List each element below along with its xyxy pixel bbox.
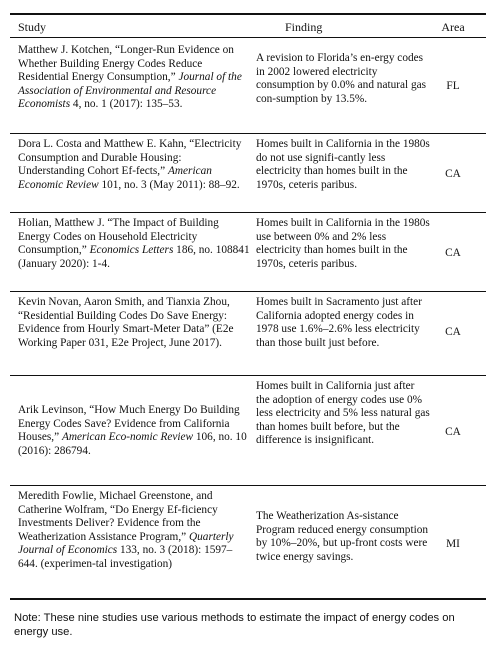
table-top-rule [10, 13, 486, 15]
study-citation: Matthew J. Kotchen, “Longer-Run Evidence on Whether Building Energy Codes Reduce Residential Energy Consumption,” [18, 44, 234, 84]
study-citation: Arik Levinson, “How Much Energy Do Building Energy Codes Save? Evidence from California Houses,” [18, 404, 240, 444]
study-citation-tail: 186, no. 108841 (January 2020): 1-4. [18, 244, 250, 270]
table-bottom-rule [10, 598, 486, 600]
study-cell [18, 138, 250, 192]
journal-name: Economics Letters [89, 244, 174, 257]
study-citation: Dora L. Costa and Matthew E. Kahn, “Electricity Consumption and Durable Housing: Understanding Cohort Ef-fects,” [18, 138, 242, 178]
journal-name: Quarterly Journal of Economics [18, 530, 234, 557]
finding-cell: Homes built in California in the 1980s do not use signifi-cantly less electricity than homes built in the 1970s, ceteris paribus. [256, 138, 430, 191]
study-citation: Meredith Fowlie, Michael Greenstone, and Catherine Wolfram, “Do Energy Ef-ficiency Investments Deliver? Evidence from the Weatherization Assistance Program,” [18, 490, 218, 543]
study-citation-tail: 101, no. 3 (May 2011): 88–92. [98, 178, 240, 191]
study-cell [18, 404, 250, 458]
finding-cell: Homes built in California in the 1980s use between 0% and 2% less electricity than homes built in the 1970s, ceteris paribus. [256, 217, 430, 270]
area-cell: CA [445, 247, 461, 259]
journal-name: Journal of the Association of Environmental and Resource Economists [18, 71, 242, 111]
column-header-finding: Finding [285, 20, 323, 34]
finding-cell: The Weatherization As-sistance Program reduced energy consumption by 10%–20%, but up-front costs were twice energy savings. [256, 510, 429, 563]
finding-cell: Homes built in California just after the adoption of energy codes use 0% less electricity and 5% less natural gas than homes built before, but the difference is insignificant. [256, 380, 430, 447]
area-cell: FL [446, 80, 460, 92]
journal-name: American Eco-nomic Review [61, 431, 194, 444]
study-citation: Holian, Matthew J. “The Impact of Building Energy Codes on Household Electricity Consumption,” [18, 217, 219, 257]
table-note: Note: These nine studies use various methods to estimate the impact of energy codes on energy use. [14, 612, 455, 638]
area-cell: CA [445, 426, 461, 438]
study-citation-tail: 4, no. 1 (2017): 135–53. [70, 98, 183, 111]
finding-cell: Homes built in Sacramento just after California adopted energy codes in 1978 use 1.6%–2.6% less electricity than those built just before. [256, 296, 422, 349]
study-cell [18, 490, 250, 572]
column-header-study: Study [18, 20, 47, 34]
study-citation: Kevin Novan, Aaron Smith, and Tianxia Zhou, “Residential Building Codes Do Save Energy: Evidence from Hourly Smart-Meter Data” (E2e Working Paper 031, E2e Project, June 2017). [18, 296, 234, 349]
row-divider [10, 485, 486, 486]
area-cell: CA [445, 168, 461, 180]
header-rule [10, 37, 486, 38]
area-cell: MI [446, 538, 460, 550]
journal-name: American Economic Review [18, 165, 212, 191]
study-cell [18, 217, 250, 271]
area-cell: CA [445, 326, 461, 338]
row-divider [10, 291, 486, 292]
row-divider [10, 133, 486, 134]
study-cell [18, 44, 250, 112]
row-divider [10, 375, 486, 376]
study-citation-tail: 106, no. 10 (2016): 286794. [18, 431, 247, 457]
row-divider [10, 212, 486, 213]
study-cell [18, 296, 250, 350]
study-citation-tail: 133, no. 3 (2018): 1597–644. (experimen-tal investigation) [18, 544, 233, 570]
finding-cell: A revision to Florida’s en-ergy codes in 2002 lowered electricity consumption by 0.0% and natural gas con-sumption by 13.5%. [256, 52, 427, 105]
column-header-area: Area [441, 20, 465, 34]
